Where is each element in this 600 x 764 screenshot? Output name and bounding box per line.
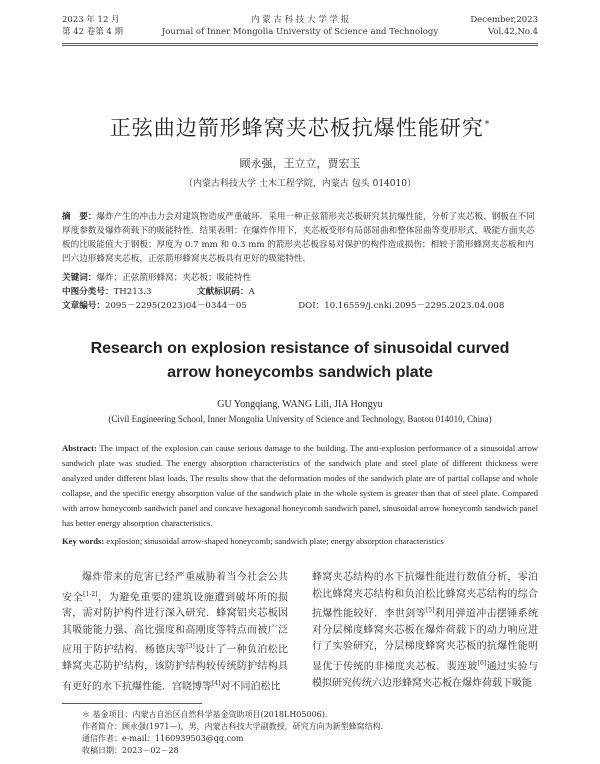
body-right-text-3: 通过实验与模拟研究传统六边形蜂窝夹芯板在爆炸荷载下吸能	[312, 661, 539, 689]
abstract-cn-label: 摘 要：	[62, 212, 97, 222]
citation-ref: [4]	[212, 679, 221, 687]
header-journal	[62, 14, 538, 38]
abstract-cn	[62, 210, 538, 266]
footnote-fund: ＊ 基金项目：内蒙古自治区自然科学基金资助项目(2018LH05006)．	[82, 710, 333, 719]
classification-line	[62, 285, 538, 299]
footnote-contact: 通信作者：e-mail：1160939503@qq.com	[82, 734, 244, 743]
footnote-received: 收稿日期：2023－02－28	[82, 746, 179, 755]
title-cn	[62, 112, 538, 142]
keywords-en-text: explosion; sinusoidal arrow-shaped honeycomb; sandwich plate; energy absorption characteristics	[104, 536, 444, 546]
doccode-label: 文献标识码：	[196, 287, 249, 297]
body-left-text-3: 设计了一种负泊松比蜂窝夹芯防护结构，该防护结构较传统防护结构具有更好的水下抗爆性能．宫晓博等	[62, 644, 289, 692]
body-left-text-2: ，为避免重要的建筑设施遭到破坏所的损害，需对防护构件进行深入研究．蜂窝铝夹芯板因其吸能能力强、高比强度和高刚度等特点而被广泛应用于防护结构．杨德庆等	[62, 591, 289, 656]
header-volume-cn: 第 42 卷第 4 期	[62, 27, 124, 37]
article-id-line	[62, 299, 538, 313]
body-right-text-2: 利用弹道冲击摆锤系统对分层梯度蜂窝夹芯板在爆炸荷载下的动力响应进行了实验研究，分层梯度蜂窝夹芯板的抗爆性能明显优于传统的非梯度夹芯板．裴连玻	[312, 608, 539, 673]
header-journal-en: Journal of Inner Mongolia University of Science and Technology	[161, 27, 439, 37]
keywords-cn-text: 爆炸；正弦箭形蜂窝；夹芯板；吸能特性	[96, 273, 252, 283]
keywords-en	[62, 536, 538, 546]
abstract-en-text: The impact of the explosion can cause serious damage to the building. The anti-explosion performance of a sinusoidal arrow sandwich plate was studied. The energy absorption characteristics of the sandwich plate and steel plate of different thickness were analyzed under different blast loads. The results show that the deformation modes of the sandwich plate are of partial collapse and whole collapse, and the specific energy absorption value of the sandwich plate in the whole system is greater than that of steel plate. Compared with arrow honeycomb sandwich panel and concave hexagonal honeycomb sandwich panel, sinusoidal arrow honeycomb sandwich panel has better energy absorption characteristics.	[62, 443, 538, 528]
abstract-cn-text: 爆炸产生的冲击力会对建筑物造成严重破坏．采用一种正弦箭形夹芯板研究其抗爆性能，分析了夹芯板、钢板在不同厚度参数及爆炸荷载下的吸能特性．结果表明：在爆炸作用下，夹芯板变形有局部屈曲和整体屈曲等变形形式，吸能方面夹芯板的比吸能值大于钢板；厚度为 0.7 mm 和 0.3 mm 的箭形夹芯板容易对保护的构件造成损伤；相较于箭形蜂窝夹芯板和内凹六边形蜂窝夹芯板，正弦箭形蜂窝夹芯板具有更好的吸能特性．	[62, 212, 535, 264]
article-no-text: 2095－2295(2023)04－0344－05	[104, 301, 247, 311]
affiliation-en: (Civil Engineering School, Inner Mongolia University of Science and Technology, Baotou 014010, China)	[108, 414, 492, 424]
header-issue-en	[470, 14, 538, 38]
body-left-text-1: 爆炸带来的危害已经严重威胁着当今社会公共安全	[62, 572, 288, 603]
class-cn-text: TH213.3	[113, 287, 152, 297]
title-cn-text: 正弦曲边箭形蜂窝夹芯板抗爆性能研究	[109, 116, 484, 140]
header-date-en: December,2023	[470, 15, 538, 25]
header-rule-thin	[62, 45, 538, 46]
keywords-cn-label: 关键词：	[62, 273, 97, 283]
article-no-label: 文章编号：	[62, 301, 105, 311]
footnote-author: 作者简介：顾永强(1971—)，男，内蒙古科技大学副教授，研究方向为新型蜂窝结构．	[82, 722, 389, 731]
doccode-text: A	[248, 287, 255, 297]
title-en-line1: Research on explosion resistance of sinusoidal curved	[90, 340, 510, 357]
citation-ref: [6]	[477, 659, 487, 667]
header-journal-cn: 内 蒙 古 科 技 大 学 学 报	[250, 15, 350, 25]
citation-ref: [3]	[186, 643, 195, 651]
keywords-cn	[62, 271, 538, 285]
body-column-right	[312, 570, 538, 692]
authors-en: GU Yongqiang, WANG Lili, JIA Hongyu	[217, 399, 383, 410]
header-date-cn: 2023 年 12 月	[62, 15, 120, 25]
citation-ref: [1-2]	[83, 590, 98, 598]
abstract-en	[62, 441, 538, 531]
footnote-rule	[62, 703, 202, 704]
abstract-en-label: Abstract:	[62, 443, 97, 453]
keywords-en-label: Key words:	[62, 536, 105, 546]
title-footnote-mark: *	[484, 120, 491, 130]
body-column-left	[62, 570, 288, 695]
body-left-text-4: 对不同泊松比	[220, 680, 281, 692]
doi-text: 10.16559/j.cnki.2095－2295.2023.04.008	[324, 301, 505, 311]
affiliation-cn: （内蒙古科技大学 土木工程学院，内蒙古 包头 014010）	[184, 179, 416, 189]
citation-ref: [5]	[425, 607, 435, 614]
title-en-line2: arrow honeycombs sandwich plate	[167, 364, 433, 381]
authors-cn: 顾永强，王立立，贾宏玉	[239, 157, 361, 170]
doi-label: DOI：	[298, 301, 325, 311]
header-volume-en: Vol.42,No.4	[488, 27, 538, 37]
body-right-text-1: 蜂窝夹芯结构的水下抗爆性能进行数值分析，零泊松比蜂窝夹芯结构和负泊松比蜂窝夹芯结构的综合抗爆性能较好．李世剑等	[312, 572, 538, 620]
title-en	[62, 337, 538, 385]
header-rule	[62, 43, 538, 44]
class-cn-label: 中图分类号：	[62, 287, 114, 297]
